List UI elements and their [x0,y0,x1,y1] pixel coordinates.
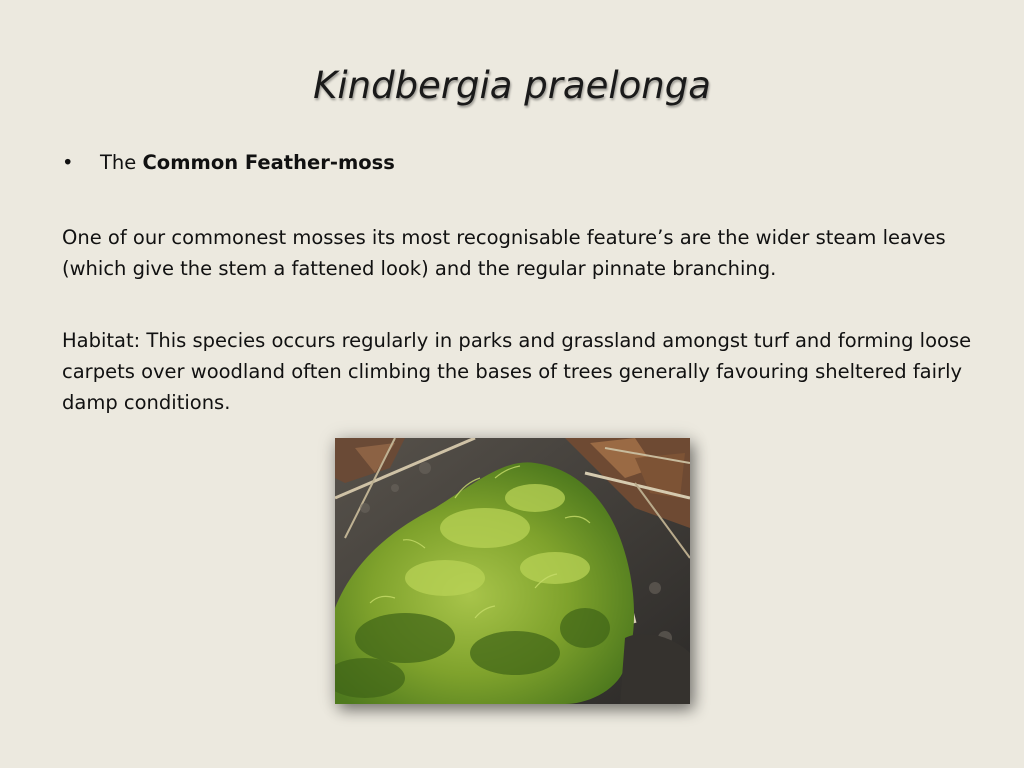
slide-title: Kindbergia praelonga [313,64,711,107]
habitat-paragraph: Habitat: This species occurs regularly in parks and grassland amongst turf and forming loose carpets over woodland often climbing the bases of trees generally favouring sheltered fairly damp conditions. [62,329,972,414]
bullet-item [62,151,395,174]
bullet-bold-text: Common Feather-moss [142,151,395,174]
description-paragraph: One of our commonest mosses its most recognisable feature’s are the wider steam leaves (which give the stem a fattened look) and the regular pinnate branching. [62,226,946,280]
bullet-text [100,151,395,174]
moss-photo-illustration [335,438,690,704]
bullet-marker: • [62,151,74,174]
moss-photo [335,438,690,704]
bullet-prefix: The [100,151,137,174]
